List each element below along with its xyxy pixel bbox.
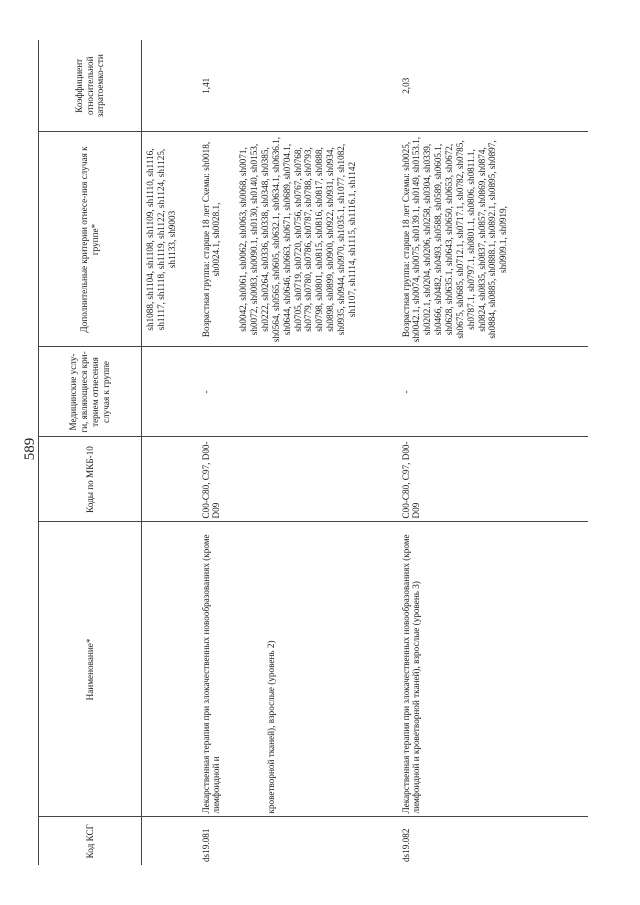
criteria-text-part2: sh0042, sh0061, sh0062, sh0063, sh0068, sh0071, sh0072, sh0083, sh0090.1, sh0130, sh0140, sh0153, sh0222, sh0264, sh0336, sh0338, sh0348, sh0385, sh0564, sh0565, sh0605, sh0632.1, sh0634.1, sh0636.1, sh0644, sh0646, sh0663, sh0671, sh0689, sh0704.1, sh0705, sh0719, sh0720, sh0756, sh0767, sh0768, sh0779, sh0780, sh0786, sh0787, sh0788, sh0793, sh0798, sh0801, sh0815, sh0816, sh0817, sh0888, sh0898, sh0899, sh0900, sh0922, sh0931, sh0934, sh0935, sh0944, sh0970, sh1035.1, sh1077, sh1082, sh1107, sh1114, sh1115, sh1116.1, sh1142 [238,136,357,343]
cell-kod: ds19.082 [400,828,411,862]
cell-name [198,522,398,817]
table-row [198,40,398,865]
header-name: Наименование* [39,522,142,817]
cell-criteria: sh1088, sh1104, sh1108, sh1109, sh1110, sh1116, sh1117, sh1118, sh1119, sh1122, sh1124, sh1125, sh1133, sh9003 [142,132,198,347]
name-text-part2: кроветворной тканей), взрослые (уровень 2) [266,640,277,814]
name-gap [222,526,266,814]
cell-criteria [198,132,398,347]
cell-mkb [142,437,198,522]
header-services: Медицинские услу-ги, являющиеся кри-терием отнесения случая к группе [39,347,142,437]
cell-criteria: Возрастная группа: старше 18 лет Схемы: sh0025, sh0042.1, sh0074, sh0075, sh0139.1, sh0149, sh0153.1, sh0202.1, sh0204, sh0206, sh0258, sh0304, sh0339, sh0466, sh0482, sh0493, sh0588, sh0589, sh0605.1, sh0628, sh0635.1, sh0643, sh0650, sh0653, sh0672, sh0675, sh0685, sh0712.1, sh0717.1, sh0782, sh0785, sh0787.1, sh0797.1, sh0801.1, sh0806, sh0811.1, sh0824, sh0835, sh0837, sh0857, sh0869, sh0874, sh0884, sh0885, sh0888.1, sh0892.1, sh0895, sh0897, sh0909.1, sh0919, [398,132,588,347]
header-criteria: Дополнительные критерии отнесе-ния случая к группе* [39,132,142,347]
cell-mkb: C00-C80, C97, D00-D09 [198,437,398,522]
table-row [398,40,588,865]
page-number: 589 [22,437,38,461]
cell-services: - [198,347,398,437]
cell-name [142,522,198,817]
cell-services: - [398,347,588,437]
cell-mkb: C00-C80, C97, D00-D09 [398,437,588,522]
header-mkb: Коды по МКБ-10 [39,437,142,522]
criteria-text-part1: Возрастная группа: старше 18 лет Схемы: sh0018, sh0024.1, sh0028.1, [200,141,222,338]
cell-name: Лекарственная терапия при злокачественных новообразованиях (кроме лимфоидной и кроветворной тканей), взрослые (уровень 3) [398,522,588,817]
header-coef: Коэффициент относительной затратоемко-сти [39,40,142,132]
cell-coef: 1,41 [198,40,398,132]
cell-kod [142,817,198,865]
cell-coef [142,40,198,132]
cell-coef: 2,03 [398,40,588,132]
cell-kod: ds19.081 [200,828,211,862]
table-row [142,40,198,865]
criteria-gap [222,136,238,344]
cell-services [142,347,198,437]
name-text-part1: Лекарственная терапия при злокачественных новообразованиях (кроме лимфоидной и [200,534,222,814]
ksg-table [38,40,588,865]
header-kod: Код КСГ [39,817,142,865]
table-header-row [39,40,142,865]
